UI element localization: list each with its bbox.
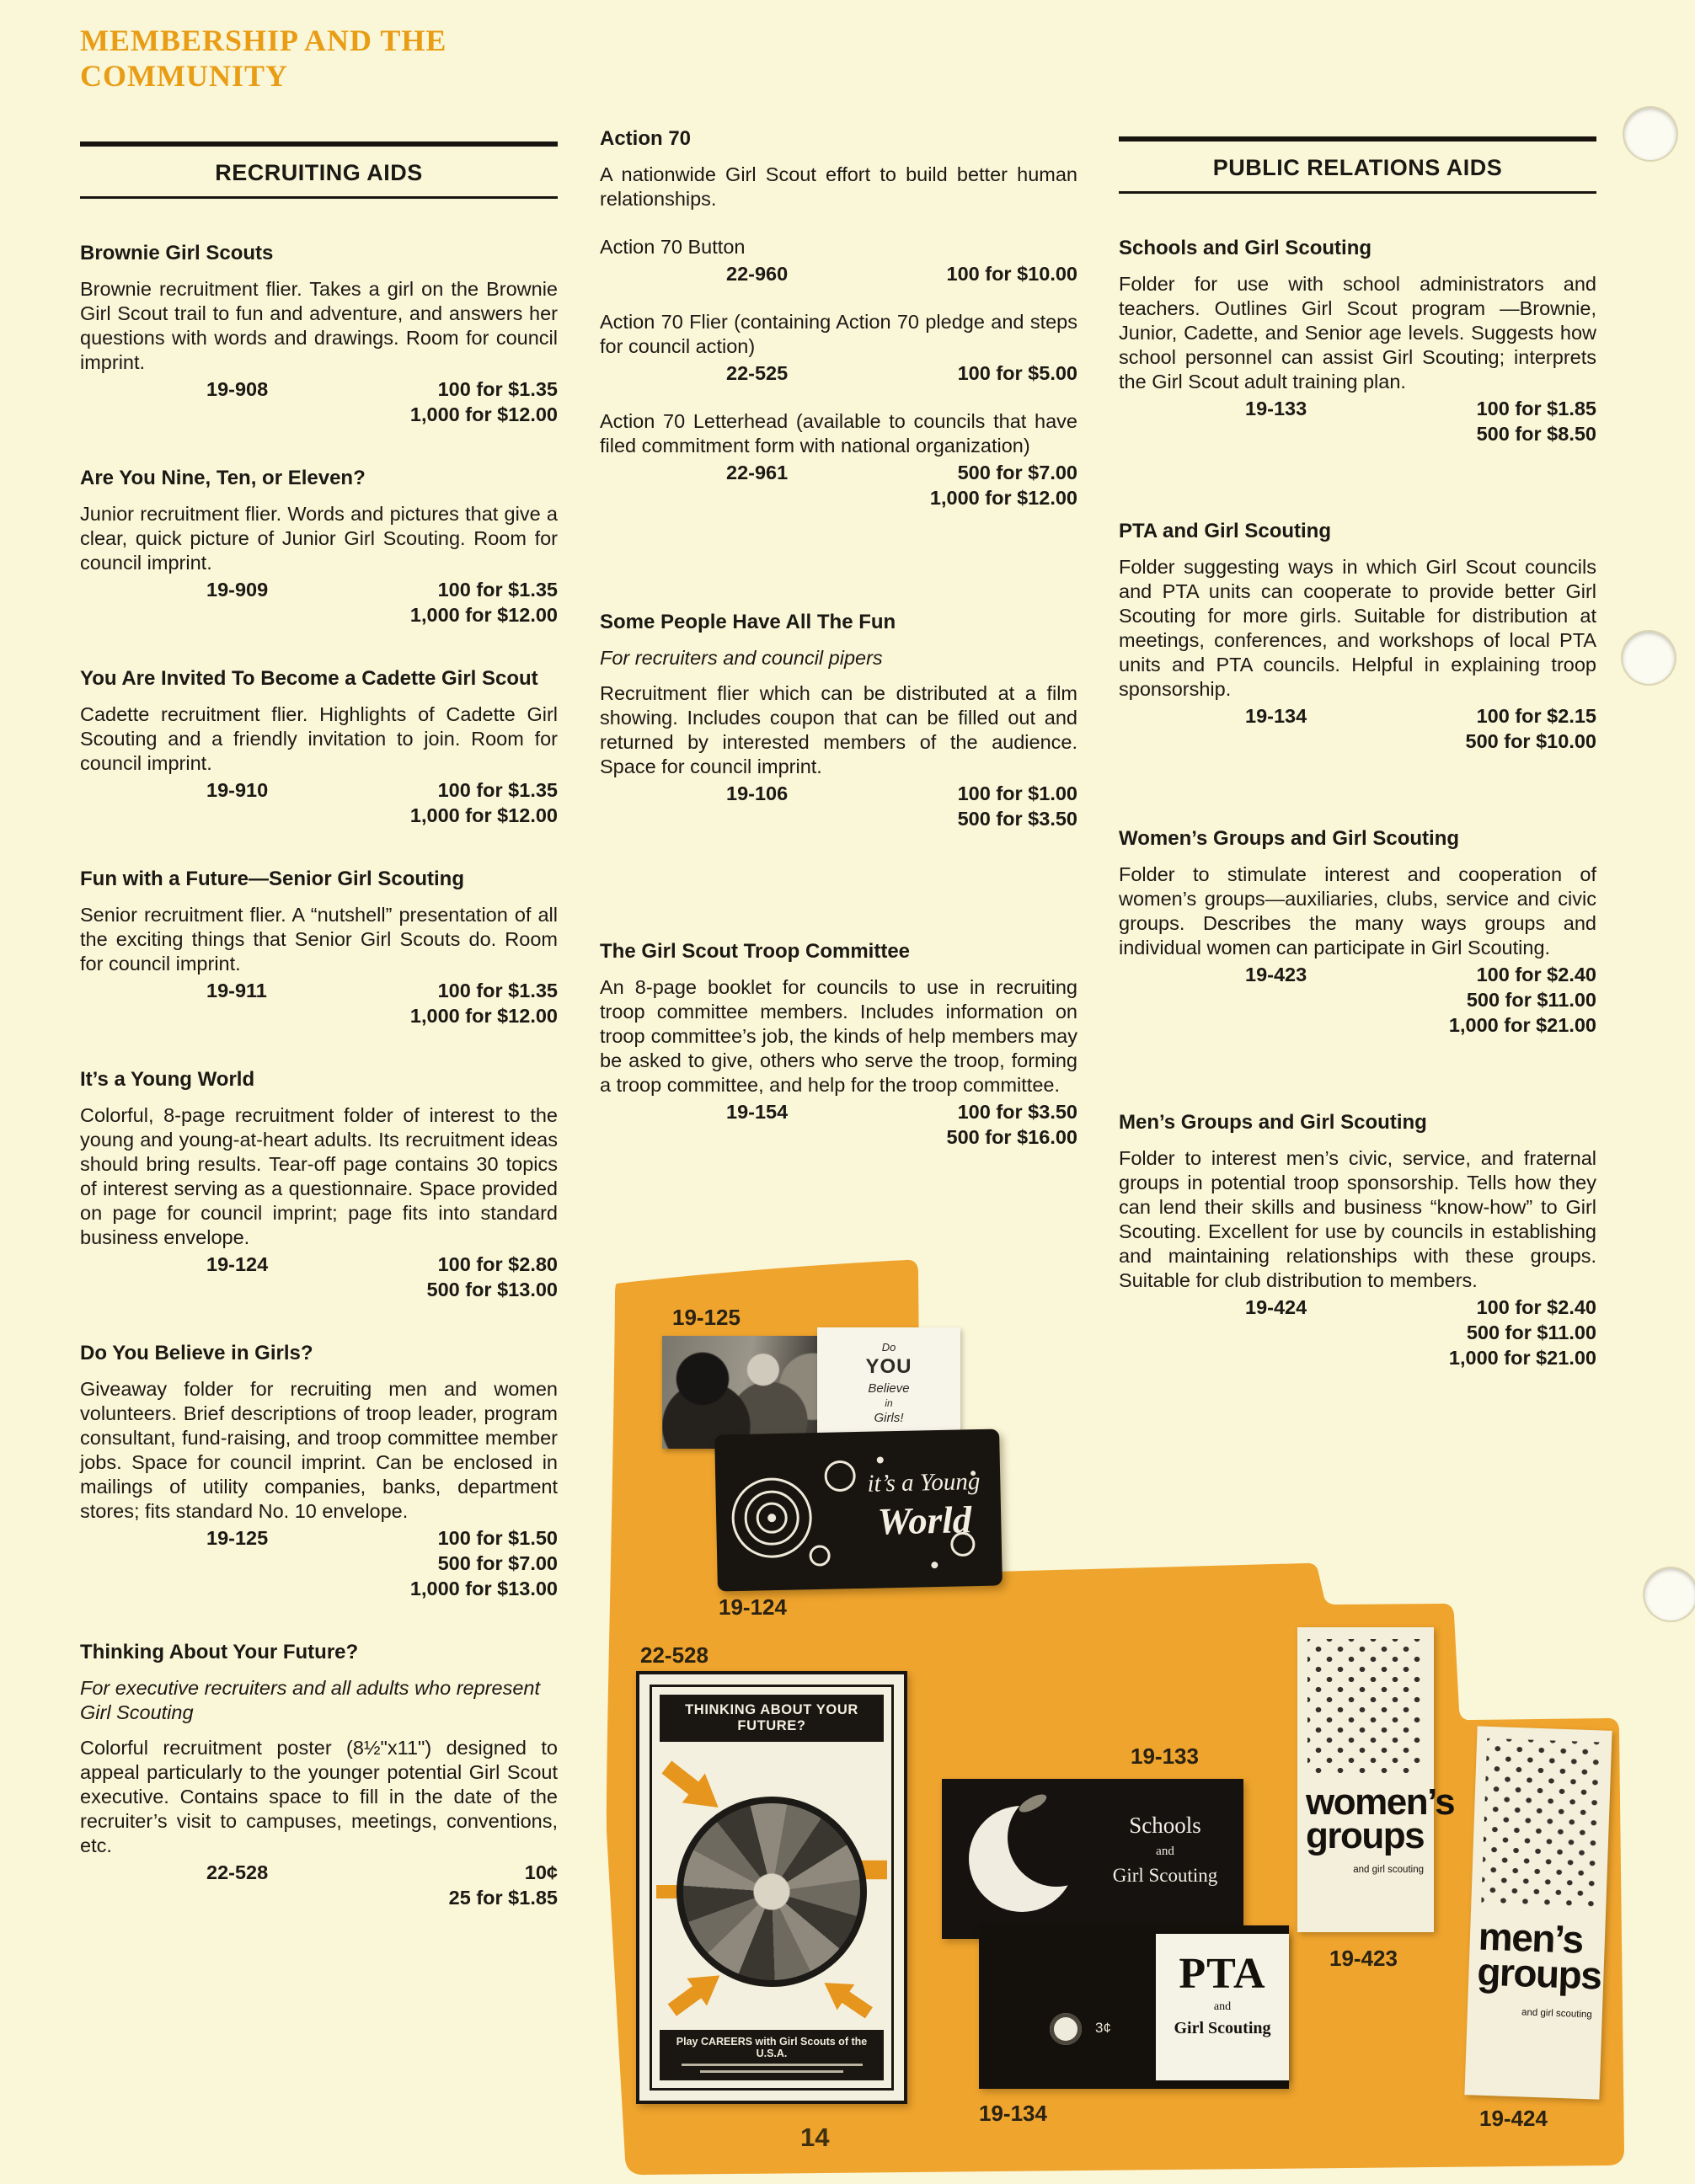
booklet-title-line2: World [877,1498,972,1543]
womens-folder-word1: women’s [1306,1781,1455,1823]
item-troop-committee-booklet [600,939,1077,1150]
item-code: 19-154 [726,1101,789,1123]
item-code: 19-125 [206,1527,269,1549]
womens-folder-word2: groups [1306,1815,1425,1857]
fine-print-line [700,2070,843,2073]
poster-banner: THINKING ABOUT YOUR FUTURE? [660,1695,884,1742]
price-row [80,1576,558,1601]
item-heading: Women’s Groups and Girl Scouting [1119,827,1460,850]
item-body: Colorful recruitment poster (8½"x11") designed to appeal particularly to the younger potential Girl Scout executive. Contains space to fill in the date of the recruiter’s visit to campuses, meetings, conventions, etc. [80,1737,558,1856]
flier-line: Believe [868,1381,910,1396]
item-code: 22-525 [726,362,789,384]
item-body: Recruitment flier which can be distributed at a film showing. Includes coupon that can be filled out and returned by interested members of the audience. Space for council imprint. [600,682,1077,777]
item-price: 500 for $3.50 [957,808,1077,830]
apple-icon [969,1806,1075,1912]
flower-pattern-decoration [1481,1738,1601,1911]
flower-pattern-decoration [1307,1639,1424,1774]
price-row [600,360,1077,386]
mens-groups-folder [1464,1726,1612,2099]
price-rows [600,1099,1077,1150]
flier-line: Girls! [874,1411,904,1425]
poster-photo-collage-circle [676,1797,867,1987]
item-body: Cadette recruitment flier. Highlights of Cadette Girl Scouting and a friendly invitation to join. Room for council imprint. [80,703,558,774]
price-row [600,781,1077,806]
item-young-world-folder [80,1067,558,1302]
price-row [80,1885,558,1910]
item-thinking-future-poster [80,1640,558,1910]
price-row [1119,729,1596,754]
collage-label-19-124: 19-124 [719,1594,787,1620]
collage-label-19-125: 19-125 [672,1305,741,1330]
page-title-line2: COMMUNITY [80,58,288,93]
item-heading: The Girl Scout Troop Committee [600,940,911,963]
item-price: 500 for $11.00 [1466,989,1596,1011]
item-heading: Action 70 [600,127,692,150]
item-price: 100 for $1.35 [437,779,558,801]
item-action-70 [600,126,1077,510]
item-some-people-fun [600,610,1077,831]
mens-folder-subtitle: and girl scouting [1521,2007,1593,2021]
item-price: 100 for $1.50 [437,1527,558,1549]
item-do-you-believe-folder [80,1341,558,1601]
price-row [80,777,558,803]
pta-line3: Girl Scouting [1174,2019,1271,2037]
arrow-icon [815,1969,878,2027]
price-rows [80,978,558,1028]
price-row [600,1124,1077,1150]
item-senior-flier [80,867,558,1028]
item-price: 100 for $1.00 [957,782,1077,804]
price-rows [600,781,1077,831]
price-row [600,485,1077,510]
price-row [1119,1012,1596,1038]
item-heading: Are You Nine, Ten, or Eleven? [80,467,366,489]
womens-folder-subtitle: and girl scouting [1353,1865,1424,1875]
price-row [80,1551,558,1576]
collage-label-19-423: 19-423 [1329,1946,1398,1971]
item-price: 1,000 for $21.00 [1448,1014,1596,1036]
mens-folder-word1: men’s [1478,1914,1584,1962]
item-body: An 8-page booklet for councils to use in recruiting troop committee members. Includes information on troop committee’s job, the kinds of help members may be asked to give, others who serve the troop, forming a troop committee, and help for the troop committee. [600,976,1077,1096]
item-heading: It’s a Young World [80,1068,255,1091]
item-code: 22-528 [206,1861,269,1883]
item-price: 500 for $10.00 [1465,730,1596,752]
poster-artwork [656,1747,887,2025]
item-price: 100 for $2.80 [437,1253,558,1275]
sub-label: Action 70 Button [600,236,746,258]
schools-and-girl-scouting-folder [942,1779,1243,1939]
item-code: 22-960 [726,263,789,285]
item-price: 100 for $2.40 [1476,1296,1596,1318]
item-price: 1,000 for $21.00 [1448,1347,1596,1369]
item-body: Folder to interest men’s civic, service, and fraternal groups in potential troop sponsorship. Tells how they can lend their skills and business “know-how” to Girl Scouting. Excellent for use by councils in establishing and maintaining relationships with these groups. Suitable for club distribution to members. [1119,1147,1596,1291]
price-rows [80,1252,558,1302]
page-title [80,24,446,94]
collage-label-19-133: 19-133 [1131,1743,1199,1769]
item-price: 100 for $1.85 [1476,398,1596,419]
price-row [80,1860,558,1885]
item-code: 22-961 [726,462,789,483]
price-row [80,402,558,427]
item-price: 100 for $5.00 [957,362,1077,384]
trefoil-coin-icon [1050,2013,1082,2045]
booklet-title-line1: it’s a Young [867,1467,981,1498]
item-price: 100 for $10.00 [946,263,1077,285]
mens-folder-word2: groups [1476,1949,1602,1998]
item-price: 100 for $2.40 [1476,964,1596,985]
item-price: 25 for $1.85 [448,1887,558,1909]
item-price: 1,000 for $12.00 [409,1005,558,1027]
item-code: 19-423 [1245,964,1307,985]
collage-label-19-424: 19-424 [1479,2106,1548,2131]
sub-label: Action 70 Letterhead (available to councils that have filed commitment form with national organization) [600,410,1077,457]
price-row [80,803,558,828]
coin-price-mark: 3¢ [1095,2020,1111,2036]
price-rows [600,261,1077,286]
item-price: 100 for $1.35 [437,378,558,400]
its-a-young-world-booklet [714,1428,1003,1591]
item-body: Junior recruitment flier. Words and pictures that give a clear, quick picture of Junior Girl Scouting. Room for council imprint. [80,503,558,574]
punch-hole [1623,632,1675,684]
item-body: A nationwide Girl Scout effort to build better human relationships. [600,163,1077,210]
flier-line: YOU [865,1355,912,1378]
poster-footer [660,2030,884,2080]
column-recruiting-aids [80,142,558,1910]
schools-folder-line3: Girl Scouting [1112,1865,1218,1886]
item-price: 1,000 for $12.00 [929,487,1077,509]
price-rows [1119,703,1596,754]
item-code: 19-133 [1245,398,1307,419]
price-rows [80,1860,558,1910]
price-row [80,577,558,602]
price-row [1119,703,1596,729]
womens-folder-title [1306,1781,1455,1857]
item-price: 500 for $7.00 [957,462,1077,483]
booklet-title [867,1468,981,1544]
pta-title: PTA [1179,1950,1266,1998]
price-rows [80,777,558,828]
pta-line2: and [1213,2000,1232,2013]
page-number: 14 [800,2123,830,2152]
item-heading: Men’s Groups and Girl Scouting [1119,1111,1427,1134]
price-row [80,1003,558,1028]
price-row [1119,1345,1596,1370]
item-price: 1,000 for $12.00 [409,804,558,826]
item-heading: Brownie Girl Scouts [80,242,274,264]
price-row [1119,396,1596,421]
recruiting-aids-header: RECRUITING AIDS [80,142,558,199]
item-action-70-button [600,235,1077,286]
item-heading: Do You Believe in Girls? [80,1342,313,1364]
item-code: 19-908 [206,378,269,400]
fine-print-line [682,2064,863,2066]
page-title-line1: MEMBERSHIP AND THE [80,24,447,57]
flier-line: Do [881,1341,896,1354]
item-action-70-flier [600,310,1077,386]
price-row [80,1252,558,1277]
item-womens-groups-folder [1119,826,1596,1038]
price-rows [80,376,558,427]
item-price: 10¢ [524,1861,558,1883]
item-code: 19-424 [1245,1296,1307,1318]
item-schools-folder [1119,236,1596,446]
price-row [600,460,1077,485]
collage-label-22-528: 22-528 [640,1642,708,1668]
item-mens-groups-folder [1119,1110,1596,1370]
price-row [80,602,558,627]
price-rows [600,360,1077,386]
price-rows [80,1525,558,1601]
column-center [600,126,1077,1150]
item-body: Brownie recruitment flier. Takes a girl on the Brownie Girl Scout trail to fun and adventure, and answers her questions with words and drawings. Room for council imprint. [80,278,558,373]
schools-folder-title [1102,1813,1228,1887]
collage-label-19-134: 19-134 [979,2101,1047,2126]
item-body: Folder for use with school administrators and teachers. Outlines Girl Scout program —Brownie, Junior, Cadette, and Senior age levels. Suggests how school personnel can assist Girl Scouting; interprets the Girl Scout adult training plan. [1119,273,1596,392]
price-row [600,261,1077,286]
sub-label: Action 70 Flier (containing Action 70 pledge and steps for council action) [600,311,1077,357]
item-price: 1,000 for $13.00 [409,1578,558,1599]
item-code: 19-911 [206,980,267,1001]
pta-folder-title-card [1156,1934,1289,2080]
item-price: 1,000 for $12.00 [409,604,558,626]
item-cadette-flier [80,666,558,828]
mens-folder-title [1476,1914,1603,1998]
item-price: 100 for $1.35 [437,980,558,1001]
item-note: For executive recruiters and all adults who represent Girl Scouting [80,1677,540,1723]
price-rows [80,577,558,627]
punch-hole [1644,1568,1695,1621]
item-price: 500 for $7.00 [437,1552,558,1574]
item-junior-flier [80,466,558,627]
item-heading: PTA and Girl Scouting [1119,520,1331,542]
item-code: 19-909 [206,579,269,601]
price-row [1119,421,1596,446]
price-row [80,978,558,1003]
item-code: 19-134 [1245,705,1307,727]
item-price: 500 for $11.00 [1466,1322,1596,1343]
item-price: 500 for $16.00 [946,1126,1077,1148]
item-code: 19-124 [206,1253,269,1275]
price-row [1119,1320,1596,1345]
price-row [80,1525,558,1551]
column-public-relations-aids [1119,136,1596,1370]
item-body: Senior recruitment flier. A “nutshell” presentation of all the exciting things that Senior Girl Scouts do. Room for council imprint. [80,904,558,975]
price-row [600,1099,1077,1124]
price-rows [600,460,1077,510]
womens-groups-folder [1297,1627,1455,1932]
item-body: Folder suggesting ways in which Girl Scout councils and PTA units can cooperate to provide better Girl Scouting for more girls. Suitable for distribution at meetings, conferences, and workshops of local PTA units and PTA councils. Helpful in explaining troop sponsorship. [1119,556,1596,700]
item-action-70-letterhead [600,409,1077,510]
item-pta-folder [1119,519,1596,754]
price-rows [1119,396,1596,446]
price-rows [1119,962,1596,1038]
thinking-about-your-future-poster [636,1671,907,2104]
item-heading: Some People Have All The Fun [600,611,896,633]
price-row [80,1277,558,1302]
item-note: For recruiters and council pipers [600,647,883,669]
price-row [1119,1295,1596,1320]
item-code: 19-910 [206,779,269,801]
punch-hole [1624,108,1676,160]
schools-folder-line2: and [1156,1845,1174,1858]
item-price: 100 for $1.35 [437,579,558,601]
price-rows [1119,1295,1596,1370]
item-heading: Thinking About Your Future? [80,1641,359,1663]
item-brownie-flier [80,241,558,427]
item-price: 100 for $3.50 [957,1101,1077,1123]
price-row [600,806,1077,831]
schools-folder-line1: Schools [1129,1813,1201,1838]
item-price: 100 for $2.15 [1476,705,1596,727]
public-relations-aids-header: PUBLIC RELATIONS AIDS [1119,136,1596,194]
item-body: Folder to stimulate interest and cooperation of women’s groups—auxiliaries, clubs, service and civic groups. Describes the many ways groups and individual women can participate in Girl Scouting. [1119,863,1596,959]
poster-footer-text: Play CAREERS with Girl Scouts of the U.S.A. [676,2036,868,2059]
price-row [1119,962,1596,987]
item-price: 500 for $13.00 [426,1279,558,1300]
item-body: Colorful, 8-page recruitment folder of interest to the young and young-at-heart adults. Its recruitment ideas should bring results. Tear-off page contains 30 topics of interest serving as a questionnaire. Space provided on page for council imprint; page fits into standard business envelope. [80,1104,558,1248]
item-heading: Schools and Girl Scouting [1119,237,1372,259]
item-price: 500 for $8.50 [1476,423,1596,445]
item-heading: You Are Invited To Become a Cadette Girl Scout [80,667,538,690]
flier-line: in [885,1397,893,1409]
item-heading: Fun with a Future—Senior Girl Scouting [80,868,464,890]
price-row [1119,987,1596,1012]
item-price: 1,000 for $12.00 [409,403,558,425]
item-code: 19-106 [726,782,789,804]
price-row [80,376,558,402]
item-body: Giveaway folder for recruiting men and women volunteers. Brief descriptions of troop leader, program consultant, fund-raising, and troop committee member jobs. Space for council imprint. Can be enclosed in mailings of utility companies, banks, department stores; fits standard No. 10 envelope. [80,1378,558,1522]
